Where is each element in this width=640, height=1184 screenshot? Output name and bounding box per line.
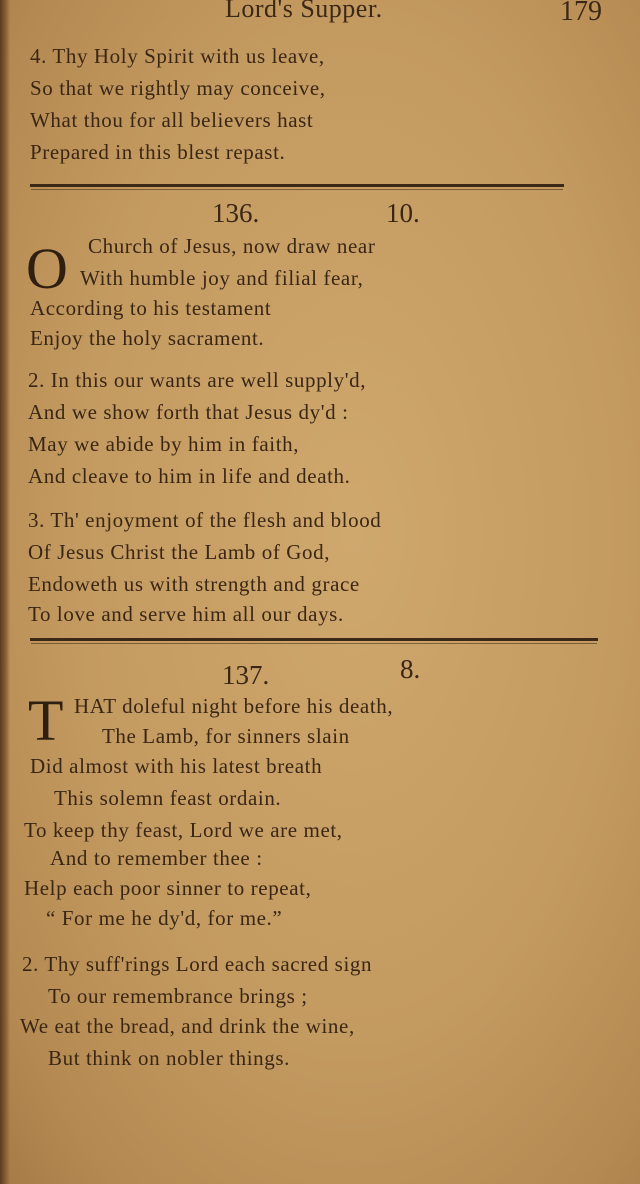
hymn-meter: 10. xyxy=(386,198,420,228)
hymn-meter: 8. xyxy=(400,654,421,684)
verse-line: But think on nobler things. xyxy=(48,1046,290,1070)
book-spine-shadow xyxy=(0,0,10,1184)
page-header xyxy=(0,0,640,26)
verse-line: Help each poor sinner to repeat, xyxy=(24,876,312,900)
verse-line: 3. Th' enjoyment of the flesh and blood xyxy=(28,508,382,532)
verse-line: HAT doleful night before his death, xyxy=(74,694,394,718)
verse-line: With humble joy and filial fear, xyxy=(80,266,364,290)
verse-line: This solemn feast ordain. xyxy=(54,786,282,810)
verse-line: And to remember thee : xyxy=(50,846,263,870)
page-number: 179 xyxy=(560,0,602,27)
verse-line: The Lamb, for sinners slain xyxy=(102,724,350,748)
verse-line: Church of Jesus, now draw near xyxy=(88,234,376,258)
verse-line: According to his testament xyxy=(30,296,272,320)
verse-line: Enjoy the holy sacrament. xyxy=(30,326,265,350)
verse-line: 4. Thy Holy Spirit with us leave, xyxy=(30,44,325,68)
verse-line: To keep thy feast, Lord we are met, xyxy=(24,818,343,842)
verse-line: Prepared in this blest repast. xyxy=(30,140,286,164)
section-divider xyxy=(30,184,564,187)
verse-line: To our remembrance brings ; xyxy=(48,984,308,1008)
verse-line: Endoweth us with strength and grace xyxy=(28,572,360,596)
verse-line: So that we rightly may conceive, xyxy=(30,76,326,100)
hymn-number: 136. xyxy=(212,198,260,228)
verse-line: Of Jesus Christ the Lamb of God, xyxy=(28,540,331,564)
verse-line: We eat the bread, and drink the wine, xyxy=(20,1014,355,1038)
verse-line: “ For me he dy'd, for me.” xyxy=(46,906,283,930)
verse-line: Did almost with his latest breath xyxy=(30,754,323,778)
verse-line: 2. In this our wants are well supply'd, xyxy=(28,368,367,392)
verse-line: May we abide by him in faith, xyxy=(28,432,300,456)
drop-cap: O xyxy=(26,236,68,301)
verse-line: 2. Thy suff'rings Lord each sacred sign xyxy=(22,952,373,976)
verse-line: And cleave to him in life and death. xyxy=(28,464,351,488)
drop-cap: T xyxy=(28,688,64,753)
verse-line: What thou for all believers hast xyxy=(30,108,314,132)
hymn-number: 137. xyxy=(222,660,270,690)
verse-line: And we show forth that Jesus dy'd : xyxy=(28,400,349,424)
section-divider xyxy=(30,638,598,641)
running-title: Lord's Supper. xyxy=(225,0,383,23)
verse-line: To love and serve him all our days. xyxy=(28,602,344,626)
